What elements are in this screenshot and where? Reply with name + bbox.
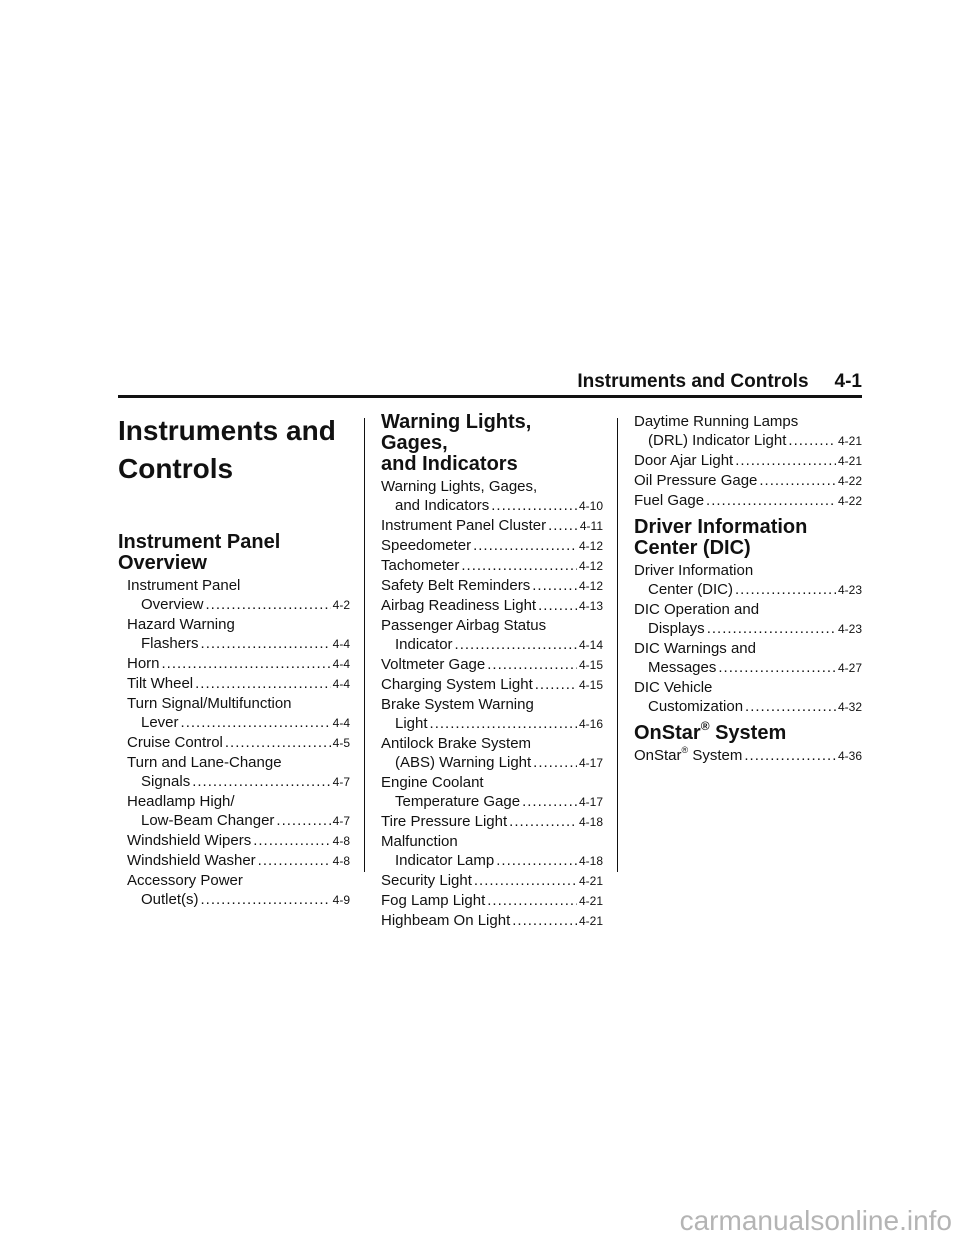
dot-leader [538, 596, 577, 615]
toc-entry-line [381, 616, 603, 635]
dot-leader [253, 831, 330, 850]
toc-entry-text: DIC Vehicle [634, 679, 713, 696]
dot-leader [548, 516, 578, 535]
toc-entry-line [634, 678, 862, 697]
toc-entry-text: Hazard Warning [127, 616, 235, 633]
dot-leader [487, 655, 577, 674]
toc-page-number: 4-5 [332, 736, 350, 750]
toc-entry-text: Windshield Wipers [127, 832, 252, 849]
toc-page-number: 4-11 [579, 519, 603, 533]
toc-entry-text: (ABS) Warning Light [395, 754, 532, 771]
toc-entry-text: Passenger Airbag Status [381, 617, 547, 634]
toc-entry-line [127, 831, 350, 851]
dot-leader [162, 654, 331, 673]
toc-page-number: 4-12 [578, 579, 603, 593]
toc-entry-text: Security Light [381, 872, 472, 889]
dot-leader [455, 635, 577, 654]
toc-entry-line [127, 772, 350, 792]
chapter-title [118, 412, 350, 488]
toc-entry-line [127, 811, 350, 831]
onstar-heading-rest: System [715, 722, 787, 744]
dot-leader [195, 674, 331, 693]
toc-entry-line [127, 890, 350, 910]
toc-entry-line [127, 674, 350, 694]
toc-entry-line [381, 655, 603, 675]
toc-entry-line [381, 477, 603, 496]
toc-page-number: 4-15 [578, 678, 603, 692]
toc-entry-text: Light [395, 715, 428, 732]
toc-entry-text: Center (DIC) [648, 581, 734, 598]
dot-leader [258, 851, 331, 870]
toc-entry[interactable] [381, 596, 603, 616]
toc-entry-text: Indicator Lamp [395, 852, 495, 869]
toc-entry[interactable] [381, 516, 603, 536]
toc-entry[interactable] [381, 556, 603, 576]
toc-entry-text: Fuel Gage [634, 492, 705, 509]
toc-entry[interactable] [127, 694, 350, 733]
toc-list-dic [634, 561, 862, 717]
toc-page-number: 4-21 [578, 894, 603, 908]
toc-entry-text: Overview [141, 596, 204, 613]
section-heading-line: Overview [118, 552, 207, 574]
toc-entry[interactable] [381, 871, 603, 891]
toc-list-onstar [634, 746, 862, 766]
toc-page-number: 4-12 [578, 559, 603, 573]
toc-page-number: 4-12 [578, 539, 603, 553]
toc-entry[interactable] [381, 812, 603, 832]
toc-entry-line [381, 576, 603, 596]
column-divider-1 [364, 418, 365, 872]
running-header [118, 371, 862, 393]
dot-leader [474, 871, 577, 890]
dot-leader [430, 714, 577, 733]
dot-leader [706, 491, 836, 510]
toc-page-number: 4-2 [332, 598, 350, 612]
toc-page-number: 4-4 [332, 637, 350, 651]
toc-entry-line [634, 619, 862, 639]
toc-entry[interactable] [634, 412, 862, 451]
toc-entry-line [381, 675, 603, 695]
toc-entry-line [634, 600, 862, 619]
toc-entry[interactable] [127, 733, 350, 753]
toc-entry[interactable] [381, 616, 603, 655]
toc-entry-text: Driver Information [634, 562, 754, 579]
toc-entry-line [381, 516, 603, 536]
toc-entry-text: Accessory Power [127, 872, 243, 889]
toc-entry-line [381, 695, 603, 714]
toc-entry[interactable] [634, 561, 862, 600]
toc-entry-text: Turn Signal/Multifunction [127, 695, 292, 712]
toc-entry[interactable] [634, 471, 862, 491]
toc-entry-line [634, 431, 862, 451]
toc-entry-text: Tilt Wheel [127, 675, 194, 692]
toc-entry-line [127, 654, 350, 674]
toc-entry-text: Instrument Panel [127, 577, 241, 594]
toc-page-number: 4-17 [578, 795, 603, 809]
toc-page-number: 4-7 [332, 814, 350, 828]
toc-entry[interactable] [127, 753, 350, 792]
toc-entry[interactable] [381, 911, 603, 931]
toc-page-number: 4-23 [837, 622, 862, 636]
toc-page-number: 4-14 [578, 638, 603, 652]
toc-entry-text: Speedometer [381, 537, 472, 554]
toc-entry-text: Warning Lights, Gages, [381, 478, 538, 495]
toc-entry-text: Daytime Running Lamps [634, 413, 799, 430]
dot-leader [788, 431, 836, 450]
toc-page-number: 4-22 [837, 474, 862, 488]
toc-entry-text: Oil Pressure Gage [634, 472, 758, 489]
dot-leader [192, 772, 330, 791]
toc-page-number: 4-10 [578, 499, 603, 513]
toc-entry-text: Messages [648, 659, 717, 676]
dot-leader [496, 851, 577, 870]
toc-entry-line [381, 773, 603, 792]
section-heading-onstar [634, 719, 862, 744]
toc-entry-line [634, 697, 862, 717]
toc-page-number: 4-21 [578, 874, 603, 888]
toc-entry[interactable] [381, 773, 603, 812]
toc-entry[interactable] [634, 600, 862, 639]
toc-entry-line [634, 412, 862, 431]
running-head-title: Instruments and Controls [577, 371, 809, 392]
toc-page-number: 4-4 [332, 677, 350, 691]
toc-entry[interactable] [381, 832, 603, 871]
toc-entry-line [381, 496, 603, 516]
toc-entry-text: Headlamp High/ [127, 793, 235, 810]
toc-entry-line [127, 694, 350, 713]
section-heading-instrument-panel-overview [118, 532, 350, 574]
toc-entry-line [127, 713, 350, 733]
toc-page-number: 4-13 [578, 599, 603, 613]
toc-page-number: 4-27 [837, 661, 862, 675]
dot-leader [225, 733, 331, 752]
chapter-title-line-2: Controls [118, 453, 234, 484]
toc-entry[interactable] [634, 491, 862, 511]
dot-leader [718, 658, 836, 677]
toc-entry-text: Malfunction [381, 833, 458, 850]
toc-entry[interactable] [381, 675, 603, 695]
dot-leader [707, 619, 836, 638]
toc-entry-text: and Indicators [395, 497, 490, 514]
toc-entry-text: Flashers [141, 635, 199, 652]
toc-entry-line [381, 812, 603, 832]
section-heading-line: Instrument Panel [118, 531, 281, 553]
toc-page-number: 4-23 [837, 583, 862, 597]
toc-page-number: 4-18 [578, 815, 603, 829]
toc-entry-line [127, 851, 350, 871]
dot-leader [532, 576, 577, 595]
toc-page-number: 4-36 [837, 749, 862, 763]
toc-page-number: 4-18 [578, 854, 603, 868]
running-head-page-number: 4-1 [834, 371, 862, 392]
toc-list-warning-lights-continued [634, 412, 862, 511]
dot-leader [509, 812, 577, 831]
toc-entry-text: DIC Operation and [634, 601, 760, 618]
toc-entry-text: OnStar® System [634, 745, 743, 764]
section-heading-warning-lights [381, 412, 603, 475]
toc-page-number: 4-16 [578, 717, 603, 731]
toc-entry[interactable] [127, 871, 350, 910]
toc-page-number: 4-7 [332, 775, 350, 789]
toc-page-number: 4-21 [578, 914, 603, 928]
toc-page-number: 4-8 [332, 834, 350, 848]
toc-entry-line [381, 871, 603, 891]
toc-list-warning-lights [381, 477, 603, 931]
toc-entry-line [381, 734, 603, 753]
dot-leader [522, 792, 577, 811]
dot-leader [533, 753, 577, 772]
toc-entry-text: Instrument Panel Cluster [381, 517, 547, 534]
toc-entry[interactable] [381, 891, 603, 911]
toc-entry-text: Airbag Readiness Light [381, 597, 537, 614]
toc-entry-text: Fog Lamp Light [381, 892, 486, 909]
dot-leader [201, 890, 331, 909]
dot-leader [201, 634, 331, 653]
toc-entry[interactable] [127, 831, 350, 851]
toc-entry[interactable] [127, 654, 350, 674]
toc-entry-line [634, 658, 862, 678]
toc-page-number: 4-9 [332, 893, 350, 907]
toc-entry-line [127, 792, 350, 811]
toc-entry[interactable] [634, 678, 862, 717]
toc-column-1 [118, 412, 350, 910]
toc-page-number: 4-17 [578, 756, 603, 770]
header-rule [118, 395, 862, 398]
toc-entry-line [381, 851, 603, 871]
toc-entry-line [634, 471, 862, 491]
toc-entry-line [127, 576, 350, 595]
toc-column-3 [634, 412, 862, 766]
section-heading-line: Driver Information [634, 516, 808, 538]
toc-entry-line [127, 615, 350, 634]
toc-entry-text: Antilock Brake System [381, 735, 532, 752]
toc-entry-line [381, 596, 603, 616]
toc-page-number: 4-32 [837, 700, 862, 714]
toc-entry-line [381, 792, 603, 812]
dot-leader [535, 675, 577, 694]
dot-leader [735, 451, 836, 470]
dot-leader [487, 891, 577, 910]
toc-column-2 [381, 412, 603, 931]
toc-entry[interactable] [127, 792, 350, 831]
toc-entry-text: Windshield Washer [127, 852, 256, 869]
toc-entry-line [381, 714, 603, 734]
toc-entry-text: Tire Pressure Light [381, 813, 508, 830]
dot-leader [181, 713, 331, 732]
toc-entry-text: Cruise Control [127, 734, 223, 751]
onstar-brand: OnStar [634, 722, 701, 744]
dot-leader [461, 556, 577, 575]
toc-entry-text: Safety Belt Reminders [381, 577, 531, 594]
toc-entry-line [127, 871, 350, 890]
toc-page-number: 4-21 [837, 434, 862, 448]
toc-entry-text: Outlet(s) [141, 891, 199, 908]
toc-entry-text: Turn and Lane-Change [127, 754, 282, 771]
toc-entry-line [127, 595, 350, 615]
dot-leader [759, 471, 836, 490]
toc-entry[interactable] [634, 746, 862, 766]
toc-entry-text: Horn [127, 655, 160, 672]
dot-leader [512, 911, 577, 930]
toc-entry-text: Charging System Light [381, 676, 533, 693]
toc-entry-line [634, 561, 862, 580]
toc-entry[interactable] [127, 615, 350, 654]
toc-entry[interactable] [381, 576, 603, 596]
toc-entry-text: Indicator [395, 636, 453, 653]
toc-entry-line [634, 451, 862, 471]
toc-entry-text: Lever [141, 714, 179, 731]
toc-entry-line [634, 746, 862, 766]
dot-leader [745, 697, 836, 716]
toc-entry[interactable] [127, 851, 350, 871]
toc-entry[interactable] [381, 477, 603, 516]
toc-entry-line [381, 536, 603, 556]
toc-page-number: 4-21 [837, 454, 862, 468]
toc-entry-text: Voltmeter Gage [381, 656, 486, 673]
toc-entry-line [381, 891, 603, 911]
dot-leader [473, 536, 577, 555]
toc-page-number: 4-15 [578, 658, 603, 672]
toc-page-number: 4-22 [837, 494, 862, 508]
dot-leader [735, 580, 836, 599]
toc-entry-text: Low-Beam Changer [141, 812, 275, 829]
toc-entry[interactable] [127, 576, 350, 615]
toc-entry[interactable] [381, 655, 603, 675]
toc-entry-line [381, 911, 603, 931]
dot-leader [206, 595, 331, 614]
toc-entry-text: Displays [648, 620, 705, 637]
toc-entry-text: Engine Coolant [381, 774, 484, 791]
toc-entry-line [634, 580, 862, 600]
toc-entry-text: Highbeam On Light [381, 912, 511, 929]
toc-entry-text: Brake System Warning [381, 696, 534, 713]
toc-entry-line [381, 753, 603, 773]
toc-entry-text: (DRL) Indicator Light [648, 432, 787, 449]
toc-entry-text: Customization [648, 698, 744, 715]
watermark: carmanualsonline.info [679, 1205, 952, 1236]
toc-entry[interactable] [381, 536, 603, 556]
toc-entry[interactable] [381, 695, 603, 734]
toc-page-number: 4-4 [332, 716, 350, 730]
toc-page-number: 4-8 [332, 854, 350, 868]
toc-entry-line [634, 639, 862, 658]
toc-entry-line [634, 491, 862, 511]
dot-leader [276, 811, 330, 830]
section-heading-line: and Indicators [381, 453, 518, 475]
toc-entry-text: DIC Warnings and [634, 640, 756, 657]
toc-entry-text: Door Ajar Light [634, 452, 734, 469]
dot-leader [491, 496, 577, 515]
toc-page-number: 4-4 [332, 657, 350, 671]
section-heading-line: Center (DIC) [634, 537, 751, 559]
toc-entry-line [127, 634, 350, 654]
toc-entry-text: Temperature Gage [395, 793, 521, 810]
toc-list-instrument-panel-overview [118, 576, 350, 910]
toc-entry[interactable] [634, 451, 862, 471]
toc-entry[interactable] [381, 734, 603, 773]
toc-entry-line [127, 753, 350, 772]
column-divider-2 [617, 418, 618, 872]
section-heading-dic [634, 517, 862, 559]
toc-entry-line [127, 733, 350, 753]
toc-entry-text: Tachometer [381, 557, 460, 574]
toc-entry[interactable] [634, 639, 862, 678]
toc-entry-line [381, 556, 603, 576]
toc-entry-text: Signals [141, 773, 191, 790]
dot-leader [744, 746, 836, 765]
toc-entry[interactable] [127, 674, 350, 694]
toc-entry-line [381, 635, 603, 655]
toc-entry-line [381, 832, 603, 851]
chapter-title-line-1: Instruments and [118, 415, 336, 446]
registered-mark: ® [700, 719, 710, 734]
section-heading-line: Warning Lights, Gages, [381, 411, 532, 454]
